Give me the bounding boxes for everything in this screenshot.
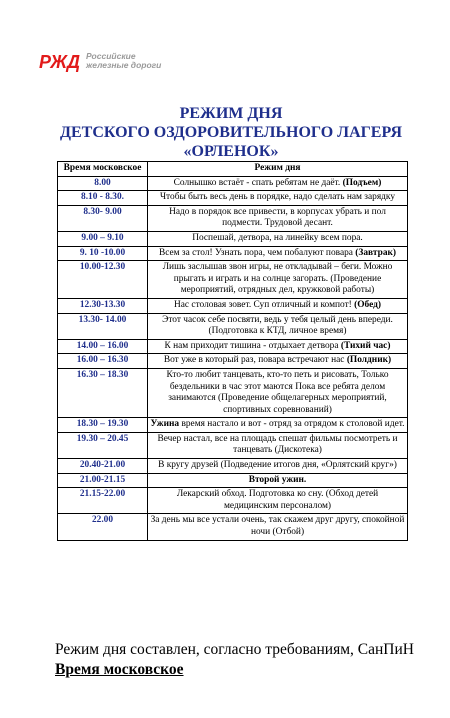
table-row: [58, 473, 408, 488]
table-row: [58, 205, 408, 231]
activity-text: Нас столовая зовет. Суп отличный и компот!: [173, 299, 355, 310]
title-line-2: ДЕТСКОГО ОЗДОРОВИТЕЛЬНОГО ЛАГЕРЯ: [60, 124, 402, 141]
table-row: [58, 261, 408, 299]
row-time: 8.30- 9.00: [58, 205, 148, 231]
row-activity: [148, 354, 408, 369]
row-time: 13.30- 14.00: [58, 313, 148, 339]
table-row: [58, 459, 408, 474]
logo-caption: [86, 52, 161, 70]
table-header-row: [58, 162, 408, 177]
table-row: [58, 298, 408, 313]
footer-requirements-text: Режим дня составлен, согласно требованиям, СанПиН: [55, 641, 414, 658]
row-activity: [148, 176, 408, 191]
row-activity: [148, 473, 408, 488]
row-time: 10.00-12.30: [58, 261, 148, 299]
row-activity: [148, 231, 408, 246]
row-time: 8.10 - 8.30.: [58, 191, 148, 206]
activity-meal-label: (Подъем): [342, 177, 382, 188]
table-row: [58, 354, 408, 369]
activity-text: К нам приходит тишина - отдыхает детвора: [164, 340, 341, 351]
company-logo: [38, 49, 161, 73]
header-time: Время московское: [58, 162, 148, 177]
title-line-3: «ОРЛЕНОК»: [183, 143, 279, 160]
row-time: 12.30-13.30: [58, 298, 148, 313]
row-activity: [148, 514, 408, 540]
logo-line-2: железные дороги: [86, 60, 162, 70]
title-line-1: РЕЖИМ ДНЯ: [179, 105, 283, 122]
row-activity: [148, 368, 408, 417]
activity-text: Надо в порядок все привести, в корпусах убрать и пол подмести. Трудовой десант.: [169, 206, 386, 229]
row-time: 9. 10 -10.00: [58, 246, 148, 261]
row-time: 16.00 – 16.30: [58, 354, 148, 369]
row-time: 21.00-21.15: [58, 473, 148, 488]
table-row: [58, 339, 408, 354]
row-activity: [148, 432, 408, 458]
row-activity: [148, 261, 408, 299]
table-row: [58, 246, 408, 261]
table-row: [58, 176, 408, 191]
row-time: 21.15-22.00: [58, 488, 148, 514]
row-time: 14.00 – 16.00: [58, 339, 148, 354]
row-time: 16.30 – 18.30: [58, 368, 148, 417]
activity-text: За день мы все устали очень, так скажем друг другу, спокойной ночи (Отбой): [150, 515, 405, 538]
row-time: 20.40-21.00: [58, 459, 148, 474]
rzd-logo-icon: [38, 49, 80, 73]
table-row: [58, 191, 408, 206]
row-time: 8.00: [58, 176, 148, 191]
row-activity: [148, 459, 408, 474]
logo-line-1: Российские: [86, 51, 136, 61]
row-time: 22.00: [58, 514, 148, 540]
activity-meal-label: (Полдник): [346, 355, 392, 366]
row-activity: [148, 418, 408, 433]
table-row: [58, 514, 408, 540]
document-title: [55, 104, 407, 161]
activity-text: Вот уже в который раз, повара встречают нас: [163, 355, 347, 366]
activity-text: Лекарский обход. Подготовка ко сну. (Обход детей медицинским персоналом): [176, 489, 379, 511]
table-row: [58, 231, 408, 246]
activity-meal-label: (Завтрак): [355, 247, 397, 258]
row-activity: [148, 191, 408, 206]
activity-meal-label: (Тихий час): [340, 340, 391, 351]
row-activity: [148, 339, 408, 354]
activity-meal-label: (Обед): [354, 299, 382, 310]
row-activity: [148, 488, 408, 514]
activity-text: Чтобы быть весь день в порядке, надо сделать нам зарядку: [159, 192, 396, 203]
row-time: 18.30 – 19.30: [58, 418, 148, 433]
svg-text:РЖД: РЖД: [39, 52, 80, 72]
activity-text: Солнышко встаёт - спать ребятам не даёт.: [173, 177, 343, 188]
footer-timezone-note: Время московское: [55, 660, 184, 678]
row-time: 9.00 – 9.10: [58, 231, 148, 246]
activity-text: Лишь заслышав звон игры, не откладывай – беги. Можно прыгать и играть и на солнце загорать. (Проведение мероприятий, отрядных дел, кружковой работы): [162, 262, 393, 296]
footer-note: [55, 640, 415, 679]
activity-text: В кругу друзей (Подведение итогов дня, «Орлятский круг»): [158, 460, 397, 471]
activity-text: Всем за стол! Узнать пора, чем побалуют повара: [158, 247, 356, 258]
activity-meal-label: Ужина: [150, 419, 180, 430]
table-row: [58, 418, 408, 433]
schedule-table: [57, 161, 408, 541]
table-row: [58, 488, 408, 514]
row-activity: [148, 205, 408, 231]
row-activity: [148, 298, 408, 313]
activity-text: Поспешай, детвора, на линейку всем пора.: [192, 232, 363, 243]
header-activity: Режим дня: [148, 162, 408, 177]
activity-text: Этот часок себе посвяти, ведь у тебя целый день впереди. (Подготовка к КТД, личное время): [162, 314, 393, 337]
activity-text: Вечер настал, все на площадь спешат фильмы посмотреть и танцевать (Дискотека): [157, 433, 398, 456]
table-row: [58, 313, 408, 339]
table-row: [58, 432, 408, 458]
activity-meal-label: Второй ужин.: [248, 474, 307, 485]
row-activity: [148, 246, 408, 261]
activity-text: Кто-то любит танцевать, кто-то петь и рисовать, Только бездельники в час этот маются Пока все ребята делом занимаются (Проведение общелагерных мероприятий, спортивных соревнований): [166, 369, 389, 415]
table-row: [58, 368, 408, 417]
row-time: 19.30 – 20.45: [58, 432, 148, 458]
activity-text-continued: время настало и вот - отряд за отрядом к столовой идет.: [179, 419, 405, 430]
row-activity: [148, 313, 408, 339]
